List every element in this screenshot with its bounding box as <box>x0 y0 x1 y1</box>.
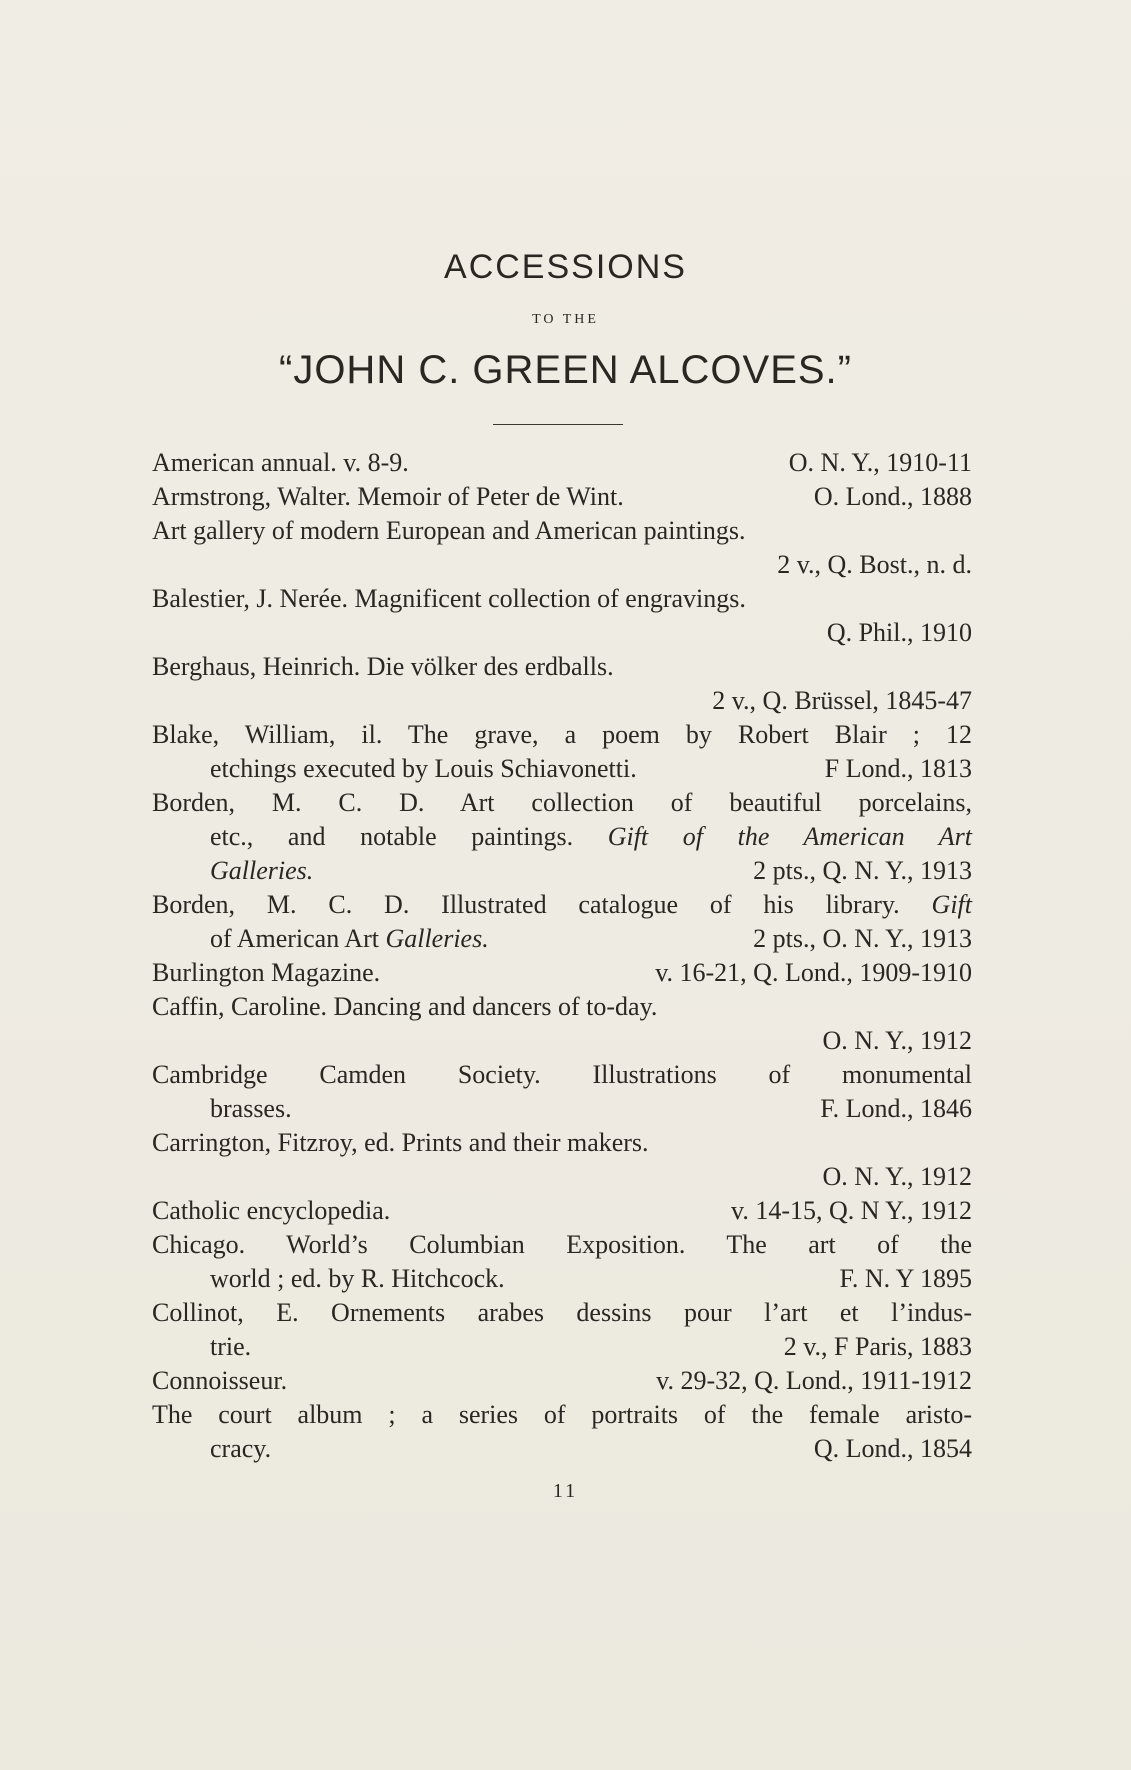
entry-text: Connoisseur. <box>152 1366 288 1395</box>
entry-line <box>152 1160 972 1194</box>
entry-line <box>152 990 972 1024</box>
entry-imprint: v. 29-32, Q. Lond., 1911-1912 <box>656 1366 972 1395</box>
entry-imprint: 2 pts., O. N. Y., 1913 <box>753 924 972 953</box>
entry-line <box>152 752 972 786</box>
entry-text: Balestier, J. Nerée. Magnificent collection of engravings. <box>152 584 746 613</box>
entry-imprint: 2 v., F Paris, 1883 <box>783 1332 972 1361</box>
entry-imprint: 2 v., Q. Brüssel, 1845-47 <box>712 686 972 715</box>
entry-line <box>152 582 972 616</box>
entry-text: Burlington Magazine. <box>152 958 381 987</box>
entry-text: Armstrong, Walter. Memoir of Peter de Wint. <box>152 482 624 511</box>
entry-text: Caffin, Caroline. Dancing and dancers of to-day. <box>152 992 658 1021</box>
entry-text: Cambridge Camden Society. Illustrations of monumental <box>152 1060 972 1089</box>
entry-text: The court album ; a series of portraits of the female aristo- <box>152 1400 972 1429</box>
entry-line <box>152 854 972 888</box>
entry-line <box>152 922 972 956</box>
entry-line <box>152 1058 972 1092</box>
collection-name: “JOHN C. GREEN ALCOVES.” <box>279 348 852 392</box>
entry-text: brasses. <box>210 1094 292 1123</box>
entry-line <box>152 1398 972 1432</box>
entry-line <box>152 684 972 718</box>
entry-text: American annual. v. 8-9. <box>152 448 409 477</box>
entry-imprint: F. Lond., 1846 <box>820 1094 972 1123</box>
entry-imprint: v. 14-15, Q. N Y., 1912 <box>731 1196 972 1225</box>
entry-text: Borden, M. C. D. Illustrated catalogue of his library. Gift <box>152 890 972 919</box>
entry-line <box>152 514 972 548</box>
entry-line <box>152 1126 972 1160</box>
entry-imprint: O. Lond., 1888 <box>813 482 972 511</box>
entry-line <box>152 1364 972 1398</box>
entry-text: Carrington, Fitzroy, ed. Prints and their makers. <box>152 1128 649 1157</box>
entry-imprint: Q. Lond., 1854 <box>813 1434 972 1463</box>
entry-text: Berghaus, Heinrich. Die völker des erdballs. <box>152 652 614 681</box>
entry-text: Borden, M. C. D. Art collection of beautiful porcelains, <box>152 788 972 817</box>
entry-text: trie. <box>210 1332 252 1361</box>
entry-line <box>152 1228 972 1262</box>
entry-line <box>152 718 972 752</box>
entry-line <box>152 888 972 922</box>
entry-text: etchings executed by Louis Schiavonetti. <box>210 754 637 783</box>
entry-line <box>152 1194 972 1228</box>
entry-text: cracy. <box>210 1434 272 1463</box>
entry-line <box>152 616 972 650</box>
entry-imprint: 2 pts., Q. N. Y., 1913 <box>753 856 972 885</box>
entry-imprint: O. N. Y., 1910-11 <box>788 448 972 477</box>
entry-line <box>152 480 972 514</box>
entry-line <box>152 786 972 820</box>
entry-imprint: Q. Phil., 1910 <box>826 618 972 647</box>
entry-text: Catholic encyclopedia. <box>152 1196 391 1225</box>
entry-text: etc., and notable paintings. Gift of the American Art <box>210 822 972 851</box>
entry-text: of American Art Galleries. <box>210 924 489 953</box>
entry-imprint: F. N. Y 1895 <box>839 1264 972 1293</box>
accession-list <box>152 446 972 1466</box>
entry-text: Chicago. World’s Columbian Exposition. The art of the <box>152 1230 972 1259</box>
entry-line <box>152 1092 972 1126</box>
entry-text: Galleries. <box>210 856 314 885</box>
entry-imprint: 2 v., Q. Bost., n. d. <box>777 550 972 579</box>
entry-line <box>152 446 972 480</box>
entry-line <box>152 1330 972 1364</box>
entry-line <box>152 1024 972 1058</box>
entry-text: Collinot, E. Ornements arabes dessins pour l’art et l’indus- <box>152 1298 972 1327</box>
entry-text: Art gallery of modern European and American paintings. <box>152 516 746 545</box>
entry-imprint: O. N. Y., 1912 <box>822 1162 972 1191</box>
entry-line <box>152 1296 972 1330</box>
entry-imprint: O. N. Y., 1912 <box>822 1026 972 1055</box>
entry-imprint: v. 16-21, Q. Lond., 1909-1910 <box>655 958 972 987</box>
entry-text: Blake, William, il. The grave, a poem by Robert Blair ; 12 <box>152 720 972 749</box>
entry-line <box>152 650 972 684</box>
title-rule <box>493 424 623 425</box>
entry-line <box>152 820 972 854</box>
page-number: 11 <box>552 1480 579 1502</box>
entry-imprint: F Lond., 1813 <box>824 754 972 783</box>
entry-line <box>152 956 972 990</box>
page-subtitle: TO THE <box>532 312 599 327</box>
entry-text: world ; ed. by R. Hitchcock. <box>210 1264 505 1293</box>
entry-line <box>152 1432 972 1466</box>
entry-line <box>152 548 972 582</box>
entry-line <box>152 1262 972 1296</box>
page-title: ACCESSIONS <box>444 248 687 286</box>
